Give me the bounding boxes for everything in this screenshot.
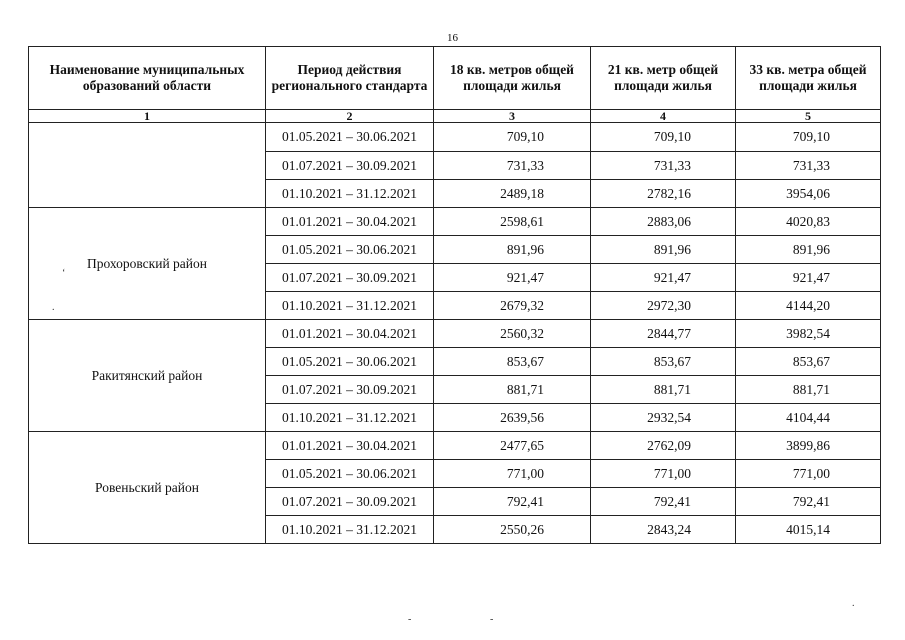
housing-cost-standard-table <box>28 46 881 544</box>
value-21-sqm: 2782,16 <box>591 180 736 208</box>
value-33-sqm: 4020,83 <box>736 208 881 236</box>
value-21-sqm: 2762,09 <box>591 432 736 460</box>
value-33-sqm: 3982,54 <box>736 320 881 348</box>
value-18-sqm: 709,10 <box>434 123 591 152</box>
scan-mark: . <box>852 598 855 609</box>
period-cell: 01.05.2021 – 30.06.2021 <box>266 460 434 488</box>
value-21-sqm: 2844,77 <box>591 320 736 348</box>
value-33-sqm: 771,00 <box>736 460 881 488</box>
header-33-sqm: 33 кв. метра общей площади жилья <box>736 47 881 110</box>
value-18-sqm: 2489,18 <box>434 180 591 208</box>
value-18-sqm: 792,41 <box>434 488 591 516</box>
value-21-sqm: 2932,54 <box>591 404 736 432</box>
value-21-sqm: 731,33 <box>591 152 736 180</box>
period-cell: 01.07.2021 – 30.09.2021 <box>266 376 434 404</box>
value-18-sqm: 891,96 <box>434 236 591 264</box>
value-21-sqm: 891,96 <box>591 236 736 264</box>
value-21-sqm: 2883,06 <box>591 208 736 236</box>
table-row <box>29 432 881 460</box>
column-number: 5 <box>736 110 881 123</box>
period-cell: 01.05.2021 – 30.06.2021 <box>266 123 434 152</box>
page-number: 16 <box>447 32 458 44</box>
table-row <box>29 123 881 152</box>
period-cell: 01.10.2021 – 31.12.2021 <box>266 404 434 432</box>
value-33-sqm: 853,67 <box>736 348 881 376</box>
scan-mark: - <box>490 614 494 625</box>
value-18-sqm: 771,00 <box>434 460 591 488</box>
period-cell: 01.10.2021 – 31.12.2021 <box>266 516 434 544</box>
value-18-sqm: 2560,32 <box>434 320 591 348</box>
scan-mark: ‘ <box>62 268 66 279</box>
period-cell: 01.01.2021 – 30.04.2021 <box>266 320 434 348</box>
header-21-sqm: 21 кв. метр общей площади жилья <box>591 47 736 110</box>
value-33-sqm: 921,47 <box>736 264 881 292</box>
municipality-name: Ровеньский район <box>29 432 266 544</box>
value-18-sqm: 881,71 <box>434 376 591 404</box>
value-18-sqm: 731,33 <box>434 152 591 180</box>
value-18-sqm: 2550,26 <box>434 516 591 544</box>
period-cell: 01.01.2021 – 30.04.2021 <box>266 432 434 460</box>
value-18-sqm: 2477,65 <box>434 432 591 460</box>
value-21-sqm: 921,47 <box>591 264 736 292</box>
period-cell: 01.07.2021 – 30.09.2021 <box>266 264 434 292</box>
value-33-sqm: 4104,44 <box>736 404 881 432</box>
value-18-sqm: 2679,32 <box>434 292 591 320</box>
table-row <box>29 208 881 236</box>
scan-mark: . <box>52 302 55 313</box>
value-33-sqm: 4144,20 <box>736 292 881 320</box>
period-cell: 01.01.2021 – 30.04.2021 <box>266 208 434 236</box>
period-cell: 01.10.2021 – 31.12.2021 <box>266 292 434 320</box>
column-number: 2 <box>266 110 434 123</box>
value-21-sqm: 853,67 <box>591 348 736 376</box>
header-18-sqm: 18 кв. метров общей площади жилья <box>434 47 591 110</box>
value-21-sqm: 881,71 <box>591 376 736 404</box>
column-number: 4 <box>591 110 736 123</box>
municipality-name <box>29 123 266 208</box>
column-number: 3 <box>434 110 591 123</box>
period-cell: 01.05.2021 – 30.06.2021 <box>266 236 434 264</box>
value-21-sqm: 792,41 <box>591 488 736 516</box>
value-33-sqm: 709,10 <box>736 123 881 152</box>
period-cell: 01.07.2021 – 30.09.2021 <box>266 152 434 180</box>
period-cell: 01.10.2021 – 31.12.2021 <box>266 180 434 208</box>
header-municipality: Наименование муниципальных образований области <box>29 47 266 110</box>
header-row <box>29 47 881 110</box>
value-33-sqm: 891,96 <box>736 236 881 264</box>
value-18-sqm: 2598,61 <box>434 208 591 236</box>
municipality-name: Прохоровский район <box>29 208 266 320</box>
period-cell: 01.07.2021 – 30.09.2021 <box>266 488 434 516</box>
value-33-sqm: 792,41 <box>736 488 881 516</box>
value-18-sqm: 853,67 <box>434 348 591 376</box>
value-21-sqm: 2843,24 <box>591 516 736 544</box>
value-21-sqm: 771,00 <box>591 460 736 488</box>
value-18-sqm: 921,47 <box>434 264 591 292</box>
column-number: 1 <box>29 110 266 123</box>
value-18-sqm: 2639,56 <box>434 404 591 432</box>
scan-mark: - <box>408 614 412 625</box>
value-33-sqm: 4015,14 <box>736 516 881 544</box>
table-row <box>29 320 881 348</box>
period-cell: 01.05.2021 – 30.06.2021 <box>266 348 434 376</box>
column-numbers-row <box>29 110 881 123</box>
value-33-sqm: 881,71 <box>736 376 881 404</box>
value-21-sqm: 709,10 <box>591 123 736 152</box>
header-period: Период действия регионального стандарта <box>266 47 434 110</box>
value-33-sqm: 3954,06 <box>736 180 881 208</box>
value-21-sqm: 2972,30 <box>591 292 736 320</box>
value-33-sqm: 3899,86 <box>736 432 881 460</box>
table-body <box>29 123 881 544</box>
municipality-name: Ракитянский район <box>29 320 266 432</box>
value-33-sqm: 731,33 <box>736 152 881 180</box>
